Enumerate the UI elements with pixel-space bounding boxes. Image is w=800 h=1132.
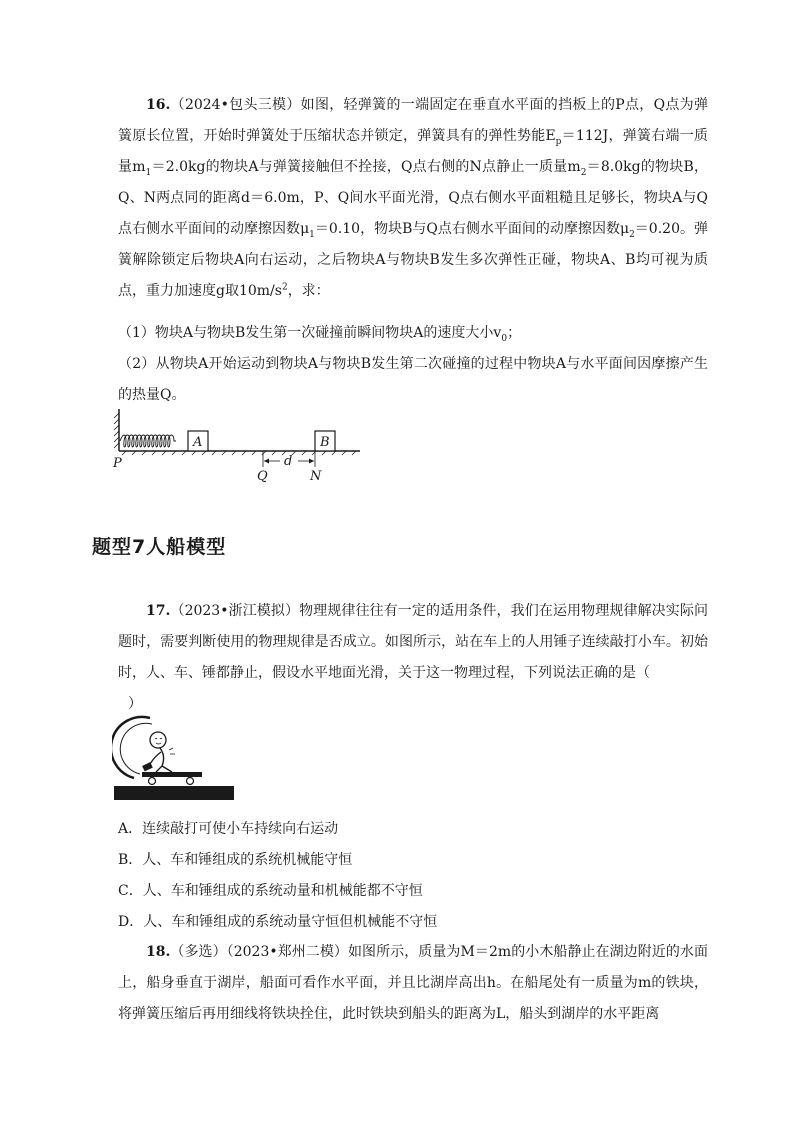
label-q: Q [257,469,268,484]
option-b: B．人、车和锤组成的系统机械能守恒 [118,852,353,868]
sub-question-2: （2）从物块A开始运动到物块A与物块B发生第二次碰撞的过程中物块A与水平面间因摩擦产生的热量Q。 [118,356,708,403]
person-head [150,732,166,748]
spring [120,435,176,447]
option-a: A．连续敲打可使小车持续向右运动 [118,821,339,837]
section-title: 题型7人船模型 [92,536,227,558]
label-a: A [193,435,203,450]
hammer-head [142,762,153,771]
hammer-cart-figure [112,712,238,804]
person-body [156,748,172,772]
option-d: D．人、车和锤组成的系统动量守恒但机械能不守恒 [118,914,438,930]
answer-bracket-close: ） [128,696,142,712]
label-p: P [113,456,122,471]
sub-question-1: （1）物块A与物块B发生第一次碰撞前瞬间物块A的速度大小$v_0$； [118,325,522,344]
question-number: 18. [146,944,171,960]
question-number: 16. [146,97,171,113]
cart-deck [142,772,202,777]
cart-wheel-right [187,778,194,785]
label-b: B [320,435,330,450]
option-c: C．人、车和锤组成的系统动量和机械能都不守恒 [118,883,423,899]
question-number: 17. [146,603,171,619]
question-17: 17.（2023•浙江模拟）物理规律往往有一定的适用条件，我们在运用物理规律解决实际问题时，需要判断使用的物理规律是否成立。如图所示，站在车上的人用锤子连续敲打小车。初始时，人、车、锤都静止，假设水平地面光滑，关于这一物理过程，下列说法正确的是（ [118,603,708,681]
ground [114,786,234,800]
cart-wheel-left [149,778,156,785]
question-18: 18.（多选）（2023•郑州二模）如图所示，质量为M＝2m的小木船静止在湖边附近的水面上，船身垂直于湖岸，船面可看作水平面，并且比湖岸高出h。在船尾处有一质量为m的铁块，将弹簧压缩后再用细线将铁块拴住，此时铁块到船头的距离为L，船头到湖岸的水平距离 [118,944,708,1022]
spring-block-diagram [110,405,370,485]
question-16: 16.（2024•包头三模）如图，轻弹簧的一端固定在垂直水平面的挡板上的P点，Q点为弹簧原长位置，开始时弹簧处于压缩状态并锁定，弹簧具有的弹性势能$E_p=112J$，弹簧右端一质量$m_1=2.0kg$的物块A与弹簧接触但不拴接，Q点右侧的N点静止一质量$m_2=8.0kg$的物块B，Q、N两点同的距离d＝6.0m，P、Q间水平面光滑，Q点右侧水平面粗糙且足够长，物块A与Q点右侧水平面间的动摩擦因数$\mu_1=0.10$，物块B与Q点右侧水平面间的动摩擦因数$\mu_2=0.20$。弹簧解除锁定后物块A向右运动，之后物块A与物块B发生多次弹性正碰，物块A、B均可视为质点，重力加速度g取$10m/s^2$，求： [118,97,709,299]
label-d: d [284,454,293,469]
label-n: N [310,469,322,484]
